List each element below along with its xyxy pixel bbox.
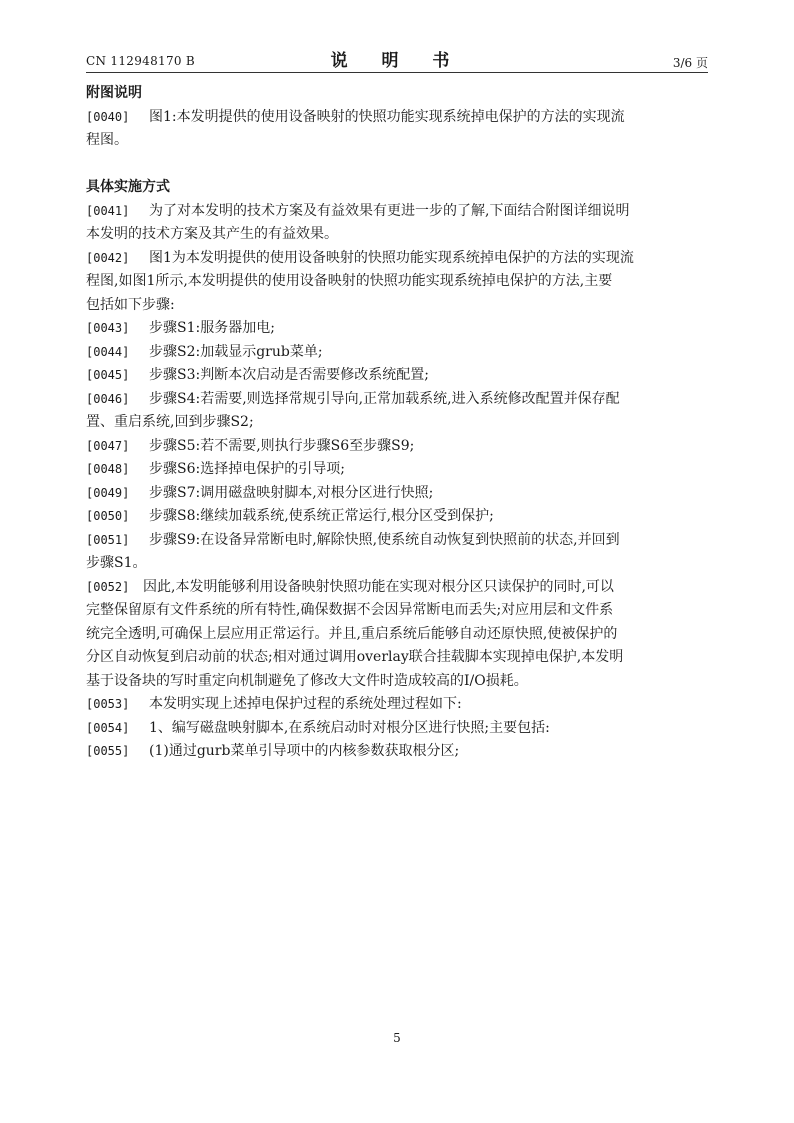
paragraph-number: [0042]: [86, 250, 130, 265]
paragraph-text: 基于设备块的写时重定向机制避免了修改大文件时造成较高的I/O损耗。: [86, 672, 528, 689]
paragraph-0045: [86, 364, 708, 388]
paragraph-0053: [86, 693, 708, 717]
paragraph-text: 本发明的技术方案及其产生的有益效果。: [86, 226, 338, 242]
section-heading-drawings: 附图说明: [86, 85, 142, 101]
paragraph-0040: [86, 106, 708, 153]
paragraph-text: 步骤S4:若需要,则选择常规引导向,正常加载系统,进入系统修改配置并保存配: [149, 390, 620, 407]
paragraph-text: (1)通过gurb菜单引导项中的内核参数获取根分区;: [149, 743, 460, 759]
paragraph-text: 步骤S1。: [86, 555, 147, 571]
paragraph-text: 步骤S5:若不需要,则执行步骤S6至步骤S9;: [149, 437, 415, 454]
paragraph-text: 包括如下步骤:: [86, 296, 175, 313]
paragraph-number: [0044]: [86, 344, 130, 359]
paragraph-0046: [86, 388, 708, 435]
paragraph-0054: [86, 717, 708, 741]
paragraph-text: 程图。: [86, 132, 128, 148]
document-body: [86, 82, 708, 764]
paragraph-0050: [86, 505, 708, 529]
document-title: 说 明 书: [330, 51, 464, 71]
paragraph-number: [0049]: [86, 485, 130, 500]
paragraph-0049: [86, 482, 708, 506]
paragraph-0051: [86, 529, 708, 576]
paragraph-text: 分区自动恢复到启动前的状态;相对通过调用overlay联合挂载脚本实现掉电保护,本发明: [86, 649, 624, 665]
paragraph-number: [0040]: [86, 109, 130, 124]
section-heading-embodiment: 具体实施方式: [86, 179, 170, 195]
paragraph-text: 1、编写磁盘映射脚本,在系统启动时对根分区进行快照;主要包括:: [149, 719, 550, 736]
paragraph-text: 步骤S3:判断本次启动是否需要修改系统配置;: [149, 367, 429, 383]
paragraph-number: [0047]: [86, 438, 130, 453]
paragraph-0055: [86, 740, 708, 764]
paragraph-text: 图1:本发明提供的使用设备映射的快照功能实现系统掉电保护的方法的实现流: [149, 108, 625, 125]
paragraph-number: [0041]: [86, 203, 130, 218]
paragraph-number: [0045]: [86, 368, 130, 382]
paragraph-text: 本发明实现上述掉电保护过程的系统处理过程如下:: [149, 696, 462, 712]
paragraph-0043: [86, 317, 708, 341]
paragraph-0048: [86, 458, 708, 482]
paragraph-text: 步骤S6:选择掉电保护的引导项;: [149, 461, 345, 477]
paragraph-0042: [86, 247, 708, 318]
paragraph-text: 完整保留原有文件系统的所有特性,确保数据不会因异常断电而丢失;对应用层和文件系: [86, 602, 614, 618]
paragraph-number: [0048]: [86, 462, 130, 476]
paragraph-0044: [86, 341, 708, 365]
paragraph-number: [0053]: [86, 697, 130, 711]
paragraph-text: 置、重启系统,回到步骤S2;: [86, 414, 254, 430]
page-header: [86, 44, 708, 70]
paragraph-text: 图1为本发明提供的使用设备映射的快照功能实现系统掉电保护的方法的实现流: [149, 249, 634, 266]
paragraph-0041: [86, 200, 708, 247]
paragraph-text: 步骤S1:服务器加电;: [149, 320, 275, 336]
paragraph-number: [0051]: [86, 532, 130, 547]
page-indicator: 3/6 页: [672, 56, 708, 70]
section-spacer: [86, 153, 708, 177]
paragraph-0047: [86, 435, 708, 459]
paragraph-text: 程图,如图1所示,本发明提供的使用设备映射的快照功能实现系统掉电保护的方法,主要: [86, 273, 613, 289]
paragraph-number: [0050]: [86, 509, 130, 523]
paragraph-0052: [86, 576, 708, 694]
header-divider: [86, 72, 708, 73]
paragraph-text: 统完全透明,可确保上层应用正常运行。并且,重启系统后能够自动还原快照,使被保护的: [86, 625, 618, 642]
paragraph-number: [0055]: [86, 744, 130, 758]
paragraph-number: [0043]: [86, 321, 130, 335]
paragraph-text: 步骤S8:继续加载系统,使系统正常运行,根分区受到保护;: [149, 508, 494, 524]
paragraph-text: 为了对本发明的技术方案及有益效果有更进一步的了解,下面结合附图详细说明: [149, 202, 630, 219]
paragraph-text: 步骤S7:调用磁盘映射脚本,对根分区进行快照;: [149, 484, 434, 501]
page-footer-number: 5: [393, 1031, 401, 1045]
patent-number: CN 112948170 B: [86, 54, 196, 68]
paragraph-number: [0052]: [86, 579, 130, 594]
paragraph-text: 步骤S2:加载显示grub菜单;: [149, 343, 323, 360]
paragraph-text: 步骤S9:在设备异常断电时,解除快照,使系统自动恢复到快照前的状态,并回到: [149, 531, 620, 548]
paragraph-number: [0054]: [86, 720, 130, 735]
paragraph-text: 因此,本发明能够利用设备映射快照功能在实现对根分区只读保护的同时,可以: [143, 578, 614, 595]
paragraph-number: [0046]: [86, 391, 130, 406]
